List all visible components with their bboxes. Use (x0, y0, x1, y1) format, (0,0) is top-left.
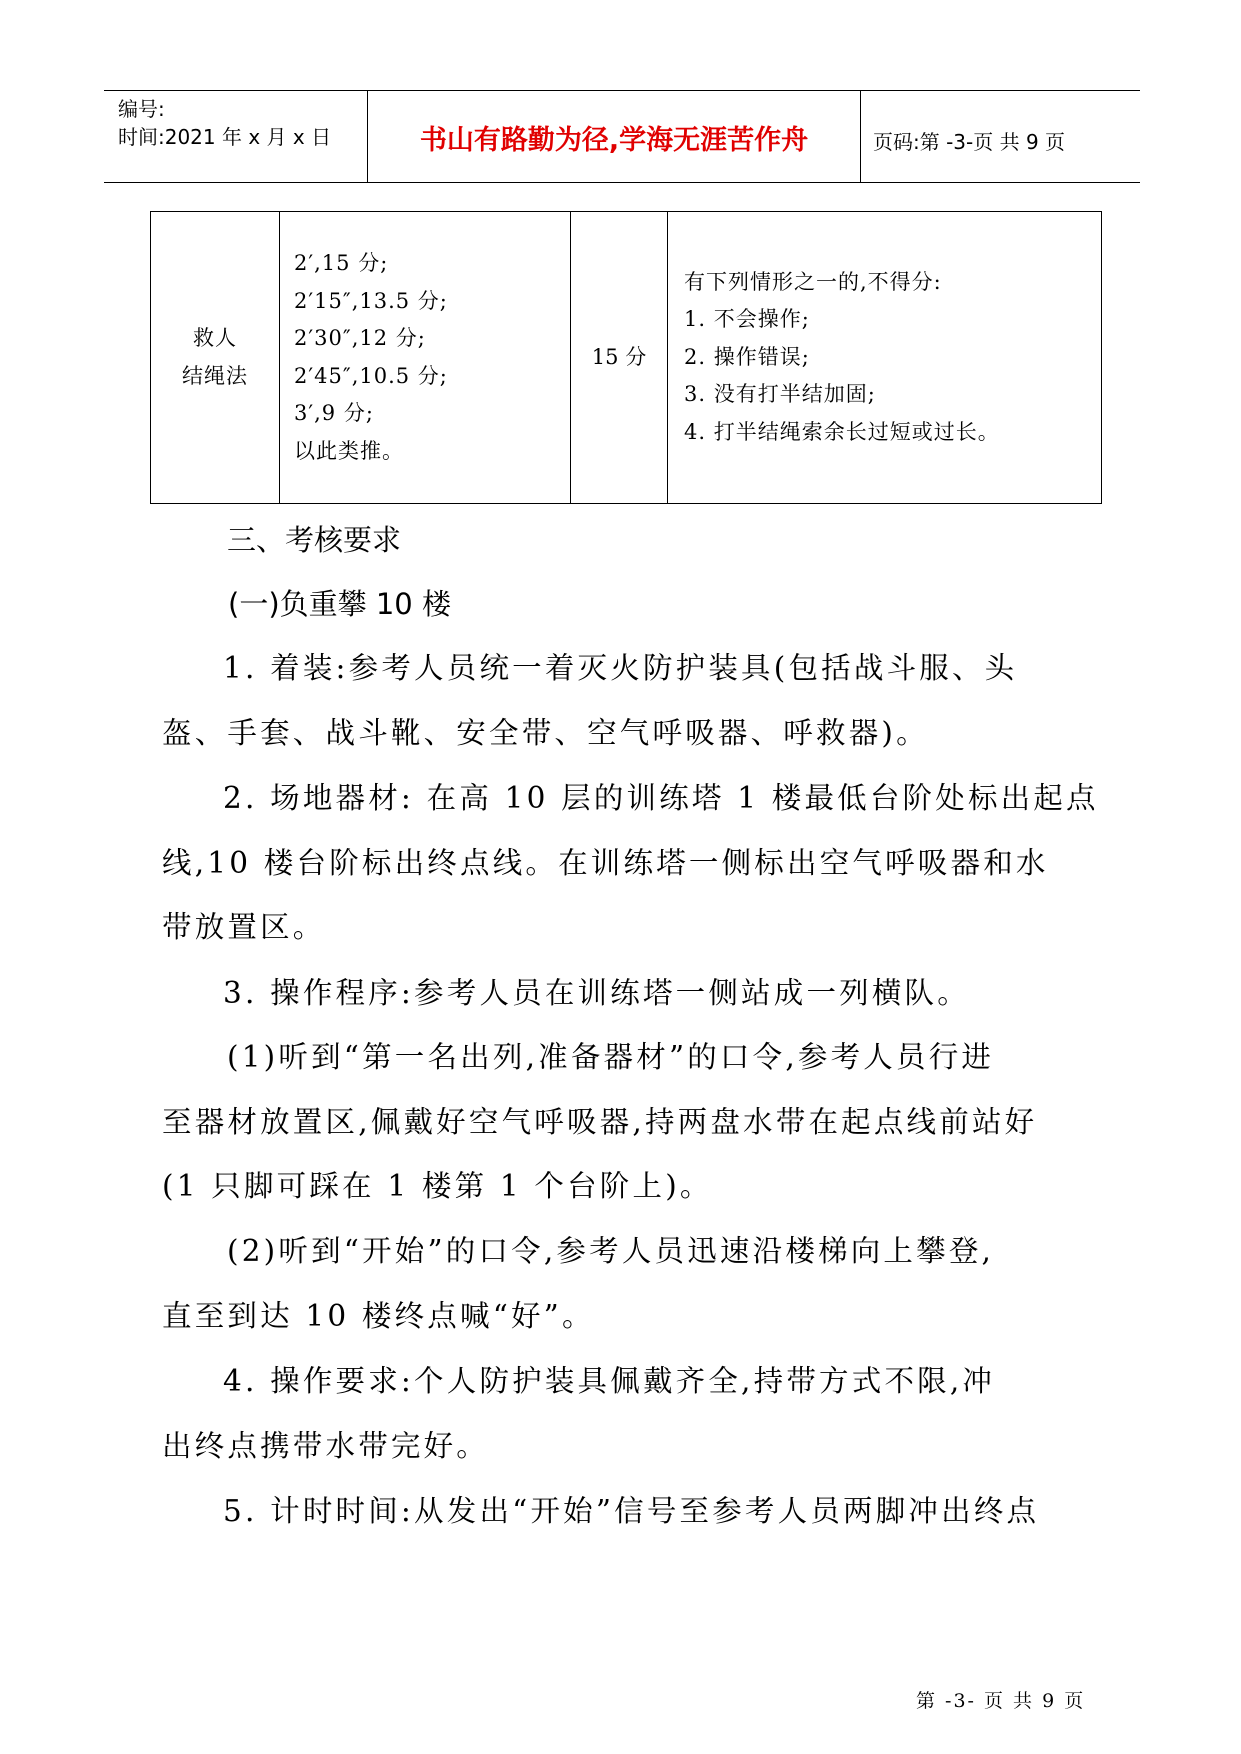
header-divider-left (367, 90, 368, 182)
paragraph-step-1 (162, 1025, 1082, 1219)
item-name-line: 结绳法 (182, 363, 248, 388)
time-standard-line: 2′15″,13.5 分; (294, 288, 448, 313)
deduction-rules-cell (668, 212, 1102, 504)
header-bottom-rule (104, 182, 1140, 183)
document-date: 时间:2021 年 x 月 x 日 (118, 125, 332, 149)
paragraph-line: (2)听到“开始”的口令,参考人员迅速沿楼梯向上攀登, (227, 1234, 995, 1268)
paragraph-line: 2. 场地器材: 在高 10 层的训练塔 1 楼最低台阶处标出起点 (223, 781, 1099, 815)
paragraph-line: 直至到达 10 楼终点喊“好”。 (162, 1298, 595, 1333)
paragraph-line: (1)听到“第一名出列,准备器材”的口令,参考人员行进 (227, 1040, 995, 1074)
time-standard-line: 2′,15 分; (294, 251, 389, 275)
section-heading: 三、考核要求 (227, 523, 402, 557)
paragraph-line: 线,10 楼台阶标出终点线。在训练塔一侧标出空气呼吸器和水 (162, 845, 1049, 880)
paragraph-line: 5. 计时时间:从发出“开始”信号至参考人员两脚冲出终点 (223, 1494, 1040, 1528)
paragraph-timing (162, 1479, 1082, 1544)
paragraph-line: 出终点携带水带完好。 (162, 1428, 490, 1463)
table-row (151, 212, 1102, 504)
paragraph-line: 至器材放置区,佩戴好空气呼吸器,持两盘水带在起点线前站好 (162, 1104, 1038, 1139)
time-standard-cell (280, 212, 571, 504)
header-top-rule (104, 90, 1140, 91)
time-standard-line: 3′,9 分; (294, 401, 374, 425)
rule-line: 3. 没有打半结加固; (684, 382, 876, 407)
paragraph-step-2 (162, 1219, 1082, 1348)
header-motto: 书山有路勤为径,学海无涯苦作舟 (419, 125, 809, 156)
paragraph-line: 1. 着装:参考人员统一着灭火防护装具(包括战斗服、头 (223, 651, 1018, 685)
page-footer: 第 -3- 页 共 9 页 (916, 1690, 1086, 1712)
paragraph-line: (1 只脚可踩在 1 楼第 1 个台阶上)。 (162, 1169, 713, 1203)
paragraph-line: 4. 操作要求:个人防护装具佩戴齐全,持带方式不限,冲 (223, 1364, 996, 1398)
paragraph-line: 盔、手套、战斗靴、安全带、空气呼吸器、呼救器)。 (162, 715, 929, 750)
paragraph-line: 3. 操作程序:参考人员在训练塔一侧站成一列横队。 (223, 976, 970, 1010)
score-cell: 15 分 (571, 212, 668, 504)
rule-line: 有下列情形之一的,不得分: (684, 269, 942, 294)
document-number-label: 编号: (118, 97, 165, 121)
paragraph-procedure (162, 961, 1082, 1026)
header-divider-right (860, 90, 861, 182)
time-standard-line: 2′45″,10.5 分; (294, 363, 448, 388)
paragraph-line: 带放置区。 (162, 910, 326, 944)
item-cell (151, 212, 280, 504)
paragraph-venue (162, 766, 1099, 960)
item-name-line: 救人 (193, 326, 237, 350)
rule-line: 2. 操作错误; (684, 344, 810, 369)
paragraph-requirements (162, 1349, 1082, 1478)
scoring-table (150, 211, 1102, 504)
time-standard-line: 2′30″,12 分; (294, 326, 426, 350)
time-standard-line: 以此类推。 (294, 438, 404, 463)
subsection-heading: (一)负重攀 10 楼 (228, 587, 451, 621)
header-page-code: 页码:第 -3-页 共 9 页 (873, 130, 1066, 154)
rule-line: 1. 不会操作; (684, 307, 810, 332)
rule-line: 4. 打半结绳索余长过短或过长。 (684, 419, 1000, 444)
paragraph-attire (162, 636, 1082, 765)
